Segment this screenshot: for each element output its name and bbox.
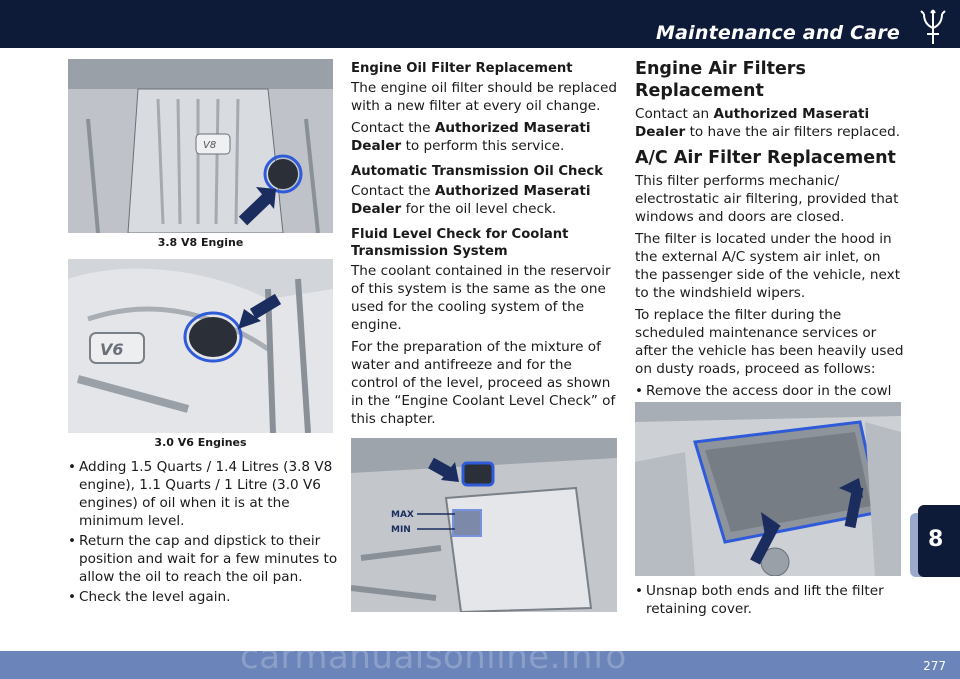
trident-icon [918, 8, 948, 46]
coolant-heading: Fluid Level Check for Coolant Transmission System [351, 227, 569, 259]
oil-filter-contact: Contact the Authorized Maserati Dealer to perform this service. [351, 120, 591, 154]
oil-filter-text: The engine oil filter should be replaced with a new filter at every oil change. [351, 80, 617, 114]
watermark: carmanualsonline.info [240, 637, 627, 677]
v6-caption: 3.0 V6 Engines [154, 436, 247, 449]
transmission-heading: Automatic Transmission Oil Check [351, 164, 603, 179]
list-item: • Adding 1.5 Quarts / 1.4 Litres (3.8 V8 engine), 1.1 Quarts / 1 Litre (3.0 V6 engines) of oil when it is at the minimum level. [68, 458, 338, 530]
coolant-text-1: The coolant contained in the reservoir of this system is the same as the one used for the cooling system of the engine. [351, 263, 611, 333]
left-column-text [68, 458, 338, 608]
coolant-reservoir-photo [351, 438, 617, 612]
chapter-number: 8 [928, 527, 944, 552]
list-item: • Check the level again. [68, 588, 338, 606]
page-header [0, 0, 960, 48]
oil-filter-heading: Engine Oil Filter Replacement [351, 61, 573, 76]
dealer-name: Authorized Maserati Dealer [635, 106, 870, 140]
page-footer [0, 637, 960, 679]
v8-engine-photo [68, 59, 333, 233]
page-number: 277 [923, 659, 946, 673]
coolant-text-2: For the preparation of the mixture of water and antifreeze and for the control of the level, proceed as shown in the “Engine Coolant Level Check” of this chapter. [351, 339, 616, 427]
transmission-contact: Contact the Authorized Maserati Dealer for the oil level check. [351, 183, 591, 217]
v8-caption: 3.8 V8 Engine [157, 236, 244, 249]
dealer-name: Authorized Maserati Dealer [351, 120, 591, 154]
ac-filter-heading: A/C Air Filter Replacement [635, 148, 896, 168]
min-label: MIN [391, 525, 411, 535]
right-column-bottom [635, 582, 905, 620]
ac-text-2: The filter is located under the hood in the external A/C system air inlet, on the passenger side of the vehicle, next to the windshield wipers. [635, 231, 901, 301]
section-title: Maintenance and Care [656, 22, 900, 44]
list-item: • Return the cap and dipstick to their position and wait for a few minutes to allow the oil to reach the oil pan. [68, 532, 338, 586]
list-item: • Remove the access door in the cowl [635, 382, 905, 436]
max-label: MAX [391, 510, 414, 520]
v6-engine-photo [68, 259, 333, 433]
air-filters-heading: Engine Air Filters Replacement [635, 59, 806, 101]
v6-badge: V6 [100, 340, 124, 359]
v8-badge: V8 [203, 140, 217, 151]
ac-text-1: This filter performs mechanic/ electrostatic air filtering, provided that windows and doors are closed. [635, 173, 899, 225]
air-filters-text: Contact an Authorized Maserati Dealer to have the air filters replaced. [635, 106, 901, 140]
ac-filter-photo [635, 402, 901, 576]
list-item: • Unsnap both ends and lift the filter retaining cover. [635, 582, 905, 618]
dealer-name: Authorized Maserati Dealer [351, 183, 591, 217]
middle-column-text [351, 56, 619, 432]
ac-text-3: To replace the filter during the scheduled maintenance services or after the vehicle has been heavily used on dusty roads, proceed as follows: [635, 307, 904, 377]
chapter-tab[interactable] [918, 505, 960, 577]
right-column-text [635, 58, 905, 438]
